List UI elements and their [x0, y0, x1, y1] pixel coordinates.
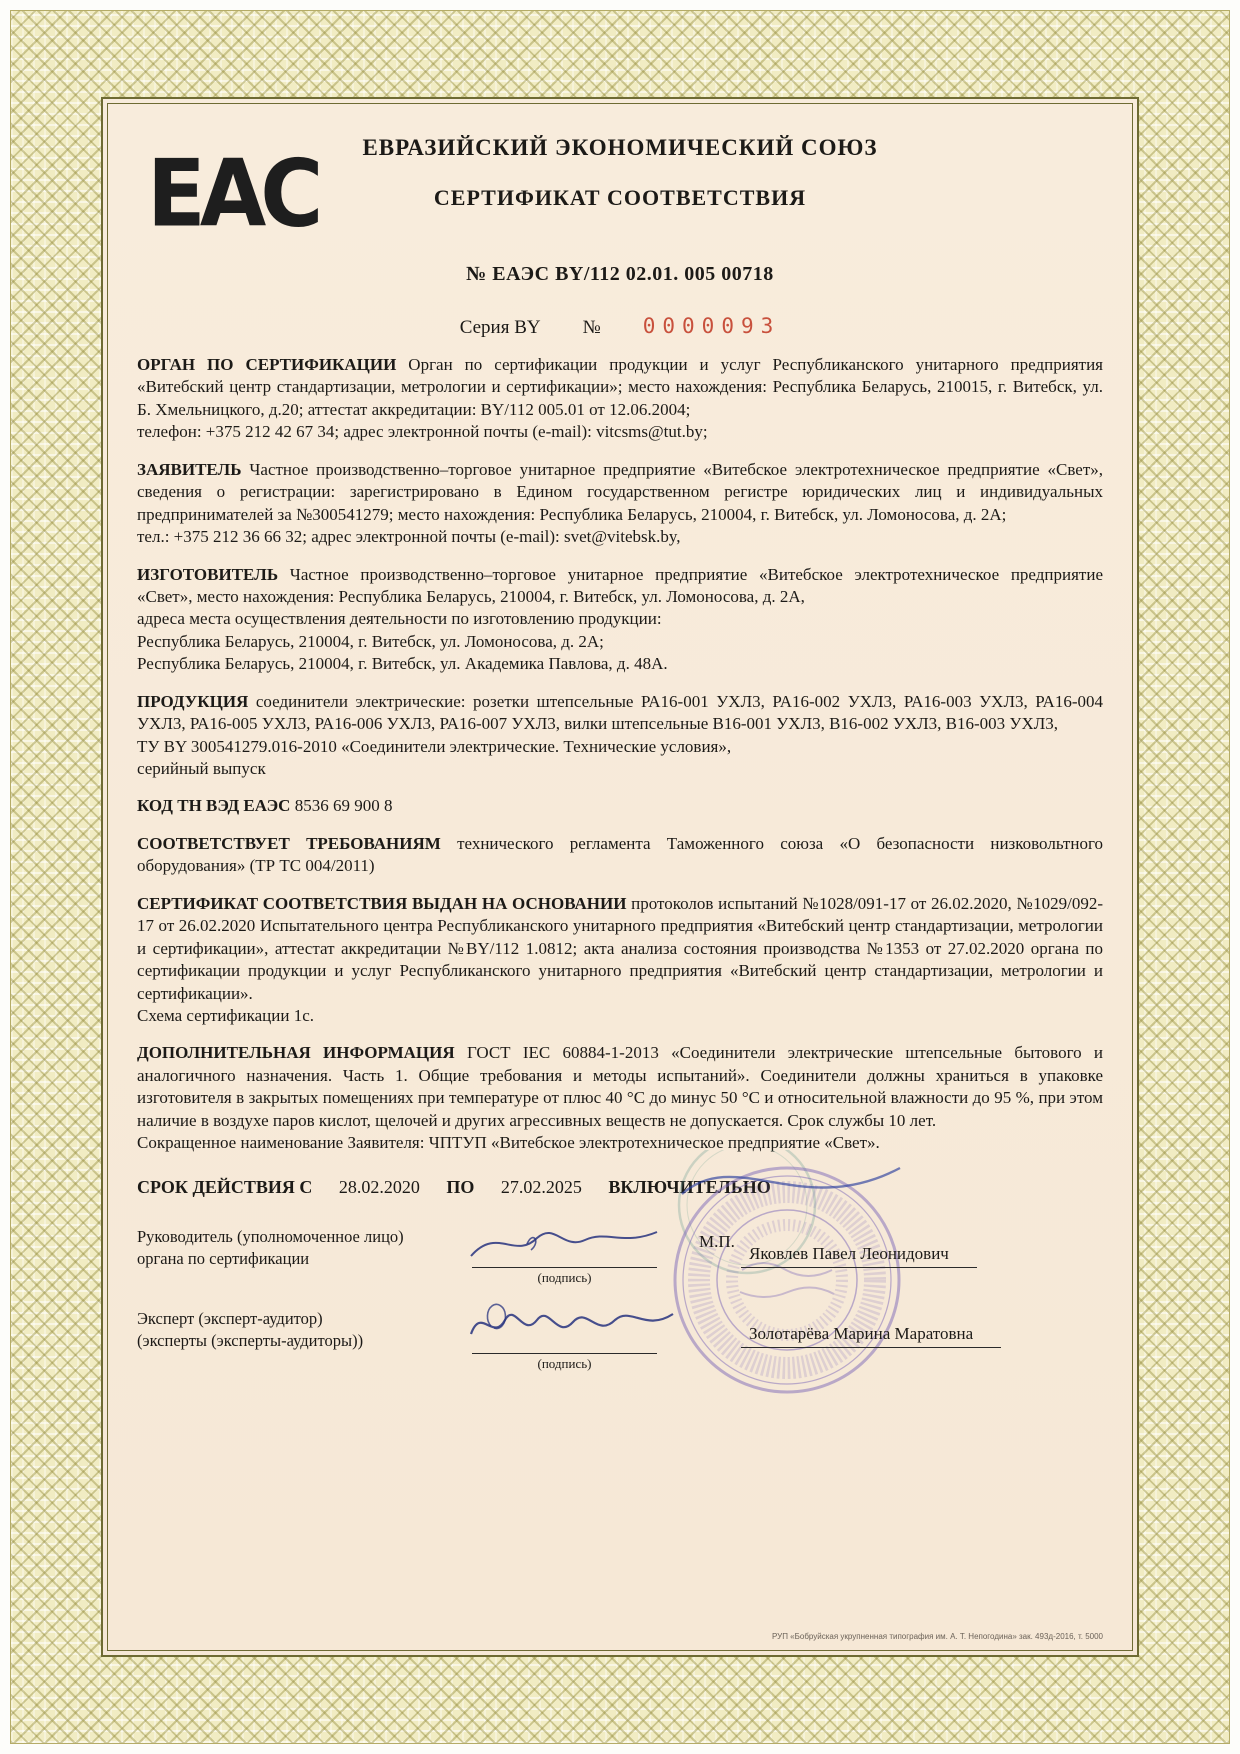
section-text: соединители электрические: розетки штепсельные РА16-001 УХЛ3, РА16-002 УХЛ3, РА16-003 УХЛ3, РА16-004 УХЛ3, РА16-005 УХЛ3, РА16-006 УХЛ3, РА16-007 УХЛ3, вилки штепсельные В16-001 УХЛ3, В16-002 УХЛ3, В16-003 УХЛ3,	[137, 691, 1103, 734]
section-text: Орган по сертификации продукции и услуг Республиканского унитарного предприятия «Витебский центр стандартизации, метрологии и сертификации»; место нахождения: Республика Беларусь, 210015, г. Витебск, ул. Б. Хмельницкого, д.20; аттестат аккредитации: BY/112 005.01 от 12.06.2004;	[137, 355, 1104, 419]
section-line: Республика Беларусь, 210004, г. Витебск, ул. Академика Павлова, д. 48А.	[137, 654, 668, 674]
section-label: ПРОДУКЦИЯ	[137, 691, 249, 711]
expert-signature-line	[472, 1334, 657, 1372]
section-manufacturer	[137, 564, 1103, 676]
section-line: адреса места осуществления деятельности по изготовлению продукции:	[137, 609, 662, 629]
validity-inclusive-label: ВКЛЮЧИТЕЛЬНО	[608, 1176, 771, 1197]
section-label: СЕРТИФИКАТ СООТВЕТСТВИЯ ВЫДАН НА ОСНОВАНИИ	[137, 893, 627, 913]
expert-role	[137, 1308, 363, 1353]
expert-role-line1: Эксперт (эксперт-аудитор)	[137, 1308, 323, 1328]
expert-name: Золотарёва Марина Маратовна	[741, 1324, 1001, 1348]
section-certification-body	[137, 354, 1103, 444]
printer-note: РУП «Бобруйская укрупненная типография им. А. Т. Непогодина» зак. 493д-2016, т. 5000	[771, 1632, 1103, 1641]
section-label: КОД ТН ВЭД ЕАЭС	[137, 796, 291, 816]
section-label: ОРГАН ПО СЕРТИФИКАЦИИ	[137, 355, 397, 374]
section-text: ГОСТ IEC 60884-1-2013 «Соединители электрические штепсельные бытового и аналогичного назначения. Часть 1. Общие требования и методы испытаний». Соединители должны храниться в упаковке изготовителя в закрытых помещениях при температуре от плюс 40 °С до минус 50 °С и относительной влажности до 95 %, при этом наличие в воздухе паров кислот, щелочей и других агрессивных веществ не допускается. Срок службы 10 лет.	[137, 1043, 1104, 1130]
validity-to-label: ПО	[446, 1176, 475, 1197]
section-line: Республика Беларусь, 210004, г. Витебск, ул. Ломоносова, д. 2А;	[137, 631, 604, 651]
section-applicant	[137, 459, 1103, 549]
section-products	[137, 691, 1103, 781]
section-text: протоколов испытаний №1028/091-17 от 26.02.2020, №1029/092-17 от 26.02.2020 Испытательного центра Республиканского унитарного предприятия «Витебский центр стандартизации, метрологии и сертификации», аттестат аккредитации №BY/112 1.0812; акта анализа состояния производства №1353 от 27.02.2020 органа по сертификации продукции и услуг Республиканского унитарного предприятия «Витебский центр стандартизации, метрологии и сертификации».	[137, 893, 1104, 1003]
section-line: серийный выпуск	[137, 759, 266, 778]
series-number: 0000093	[642, 314, 781, 338]
section-label: ЗАЯВИТЕЛЬ	[137, 459, 242, 479]
head-name: Яковлев Павел Леонидович	[741, 1244, 977, 1268]
certificate-body	[101, 97, 1139, 1657]
certificate-number: № ЕАЭС BY/112 02.01. 005 00718	[466, 263, 774, 285]
head-signature-line	[472, 1248, 657, 1286]
head-role-line2: органа по сертификации	[137, 1248, 310, 1268]
section-additional-info	[137, 1042, 1103, 1154]
section-line: тел.: +375 212 36 66 32; адрес электронной почты (e-mail): svet@vitebsk.by,	[137, 527, 681, 547]
section-line: ТУ BY 300541279.016-2010 «Соединители электрические. Технические условия»,	[137, 736, 732, 756]
section-tn-ved-code	[137, 795, 1103, 817]
guilloche-border	[10, 10, 1230, 1744]
head-role	[137, 1226, 404, 1271]
seal-place-label: М.П.	[699, 1231, 735, 1251]
series-row	[137, 314, 1103, 339]
section-text: технического регламента Таможенного союза «О безопасности низковольтного оборудования» (ТР ТС 004/2011)	[137, 833, 1104, 876]
validity-period	[137, 1177, 1103, 1198]
section-line: телефон: +375 212 42 67 34; адрес электронной почты (e-mail): vitcsms@tut.by;	[137, 422, 708, 442]
eac-mark-logo: ЕАС	[147, 140, 318, 248]
section-text: Частное производственно–торговое унитарное предприятие «Витебское электротехническое предприятие «Свет», место нахождения: Республика Беларусь, 210004, г. Витебск, ул. Ломоносова, д. 2А,	[137, 564, 1103, 606]
signature-caption: (подпись)	[537, 1269, 592, 1285]
section-line: Схема сертификации 1с.	[137, 1005, 314, 1025]
section-issuance-basis	[137, 893, 1103, 1028]
section-label: СООТВЕТСТВУЕТ ТРЕБОВАНИЯМ	[137, 833, 441, 853]
section-label: ИЗГОТОВИТЕЛЬ	[137, 564, 279, 584]
expert-role-line2: (эксперты (эксперты-аудиторы))	[137, 1330, 364, 1350]
section-conformity	[137, 833, 1103, 878]
signature-rule	[472, 1334, 657, 1354]
union-title: ЕВРАЗИЙСКИЙ ЭКОНОМИЧЕСКИЙ СОЮЗ	[362, 135, 878, 160]
signature-area	[137, 1222, 1103, 1417]
section-line: Сокращенное наименование Заявителя: ЧПТУП «Витебское электротехническое предприятие «Свет».	[137, 1133, 880, 1153]
signature-caption: (подпись)	[537, 1355, 592, 1371]
number-sign: №	[582, 317, 601, 338]
section-text: Частное производственно–торговое унитарное предприятие «Витебское электротехническое предприятие «Свет», сведения о регистрации: зарегистрировано в Едином государственном регистре юридических лиц и индивидуальных предпринимателей за №300541279; место нахождения: Республика Беларусь, 210004, г. Витебск, ул. Ломоносова, д. 2А;	[137, 459, 1104, 524]
code-value: 8536 69 900 8	[294, 796, 393, 816]
section-label: ДОПОЛНИТЕЛЬНАЯ ИНФОРМАЦИЯ	[137, 1043, 455, 1063]
document-title: СЕРТИФИКАТ СООТВЕТСТВИЯ	[433, 185, 807, 210]
validity-from-date: 28.02.2020	[338, 1176, 420, 1197]
series-label: Серия BY	[459, 317, 541, 338]
validity-from-label: СРОК ДЕЙСТВИЯ С	[137, 1176, 313, 1197]
signature-rule	[472, 1248, 657, 1268]
head-role-line1: Руководитель (уполномоченное лицо)	[137, 1226, 404, 1246]
validity-to-date: 27.02.2025	[500, 1176, 582, 1197]
